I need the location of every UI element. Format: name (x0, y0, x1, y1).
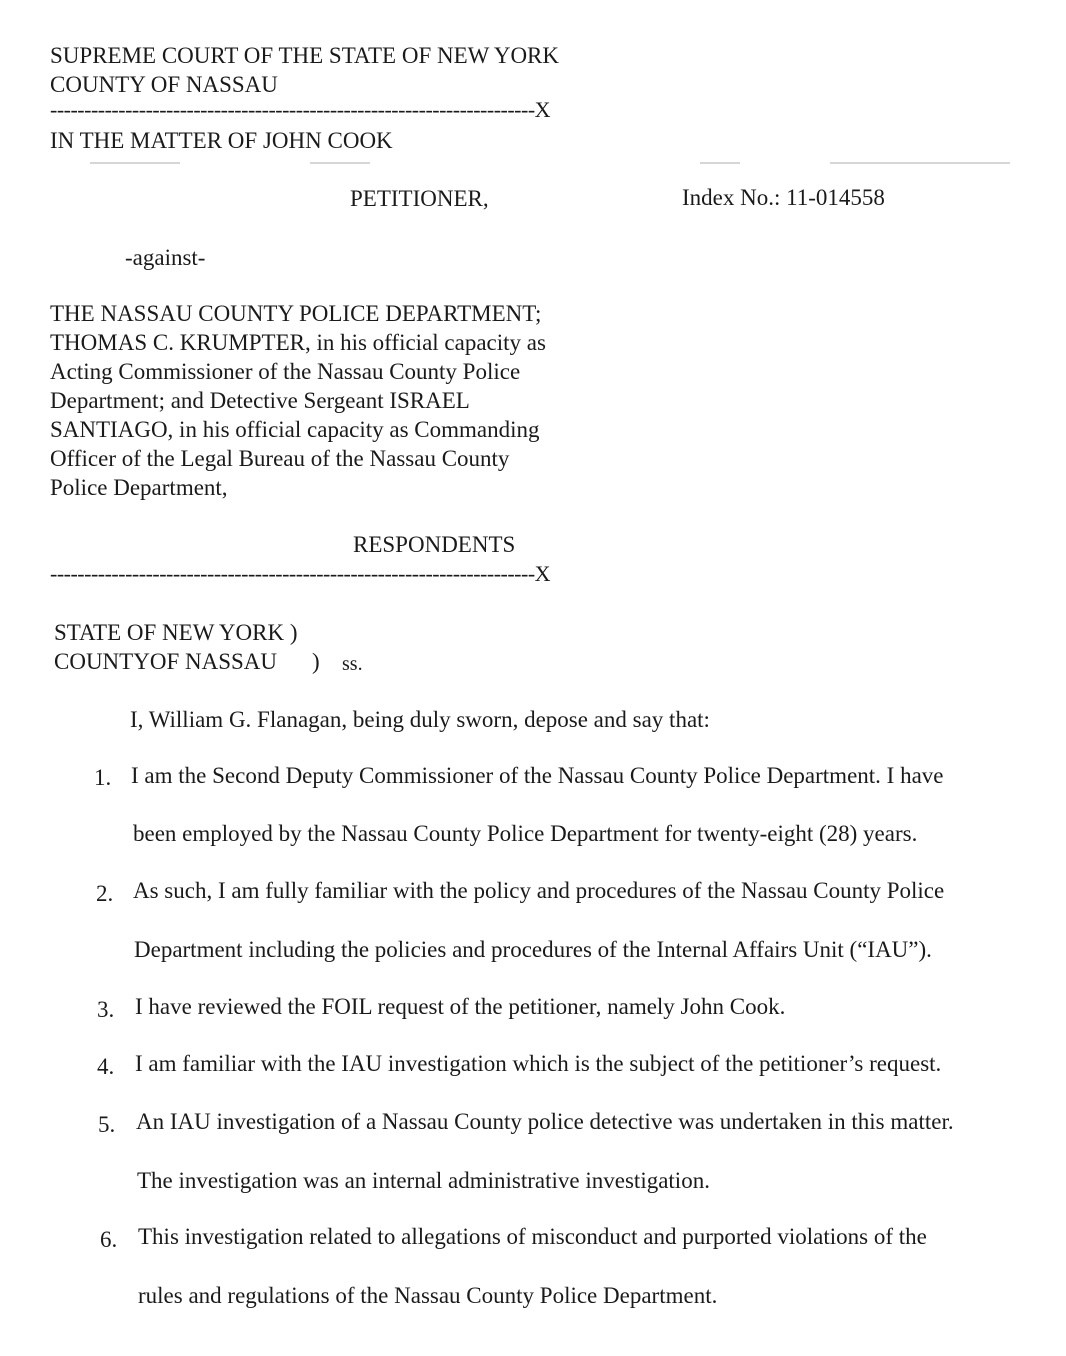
paragraph-number: 1. (94, 765, 112, 790)
paragraph-number: 3. (97, 997, 115, 1022)
respondents-line: THE NASSAU COUNTY POLICE DEPARTMENT; (50, 301, 542, 326)
paragraph-line: I am familiar with the IAU investigation which is the subject of the petitioner’s request. (135, 1051, 942, 1076)
paragraph-line: As such, I am fully familiar with the policy and procedures of the Nassau County Police (133, 878, 945, 903)
paragraph-number: 5. (98, 1112, 116, 1137)
paragraph-number: 4. (97, 1054, 115, 1079)
court-name: SUPREME COURT OF THE STATE OF NEW YORK (50, 43, 560, 68)
court-county: COUNTY OF NASSAU (50, 72, 278, 97)
paragraph-line: Department including the policies and procedures of the Internal Affairs Unit (“IAU”). (134, 937, 932, 962)
index-number: Index No.: 11-014558 (682, 185, 885, 210)
scan-speck (830, 162, 1010, 164)
against-label: -against- (125, 245, 206, 270)
scan-speck (310, 162, 370, 164)
paragraph-line: been employed by the Nassau County Police Department for twenty-eight (28) years. (133, 821, 918, 846)
venue-state: STATE OF NEW YORK ) (54, 620, 298, 645)
paragraph-line: I am the Second Deputy Commissioner of the Nassau County Police Department. I have (131, 763, 944, 788)
venue-county: COUNTYOF NASSAU (54, 649, 278, 674)
venue-ss: ss. (342, 653, 363, 675)
scan-speck (90, 162, 180, 164)
caption-rule-bottom: -----------------------------------------------------------------------X (50, 562, 551, 586)
paragraph-line: rules and regulations of the Nassau County Police Department. (138, 1283, 718, 1308)
caption-rule-top: -----------------------------------------------------------------------X (50, 98, 551, 122)
respondents-line: SANTIAGO, in his official capacity as Commanding (50, 417, 540, 442)
respondents-label: RESPONDENTS (353, 532, 516, 557)
paragraph-line: An IAU investigation of a Nassau County police detective was undertaken in this matter. (136, 1109, 954, 1134)
paragraph-number: 2. (96, 881, 114, 906)
respondents-line: Acting Commissioner of the Nassau County Police (50, 359, 521, 384)
petitioner-label: PETITIONER, (350, 186, 489, 211)
paragraph-line: The investigation was an internal administrative investigation. (137, 1168, 710, 1193)
scan-speck (700, 162, 740, 164)
respondents-line: Department; and Detective Sergeant ISRAEL (50, 388, 470, 413)
paragraph-line: I have reviewed the FOIL request of the petitioner, namely John Cook. (135, 994, 786, 1019)
respondents-line: THOMAS C. KRUMPTER, in his official capacity as (50, 330, 546, 355)
venue-paren: ) (312, 649, 320, 674)
intro-statement: I, William G. Flanagan, being duly sworn, depose and say that: (130, 707, 710, 732)
paragraph-line: This investigation related to allegations of misconduct and purported violations of the (138, 1224, 927, 1249)
respondents-line: Officer of the Legal Bureau of the Nassau County (50, 446, 510, 471)
paragraph-number: 6. (100, 1227, 118, 1252)
respondents-line: Police Department, (50, 475, 228, 500)
matter-title: IN THE MATTER OF JOHN COOK (50, 128, 393, 153)
